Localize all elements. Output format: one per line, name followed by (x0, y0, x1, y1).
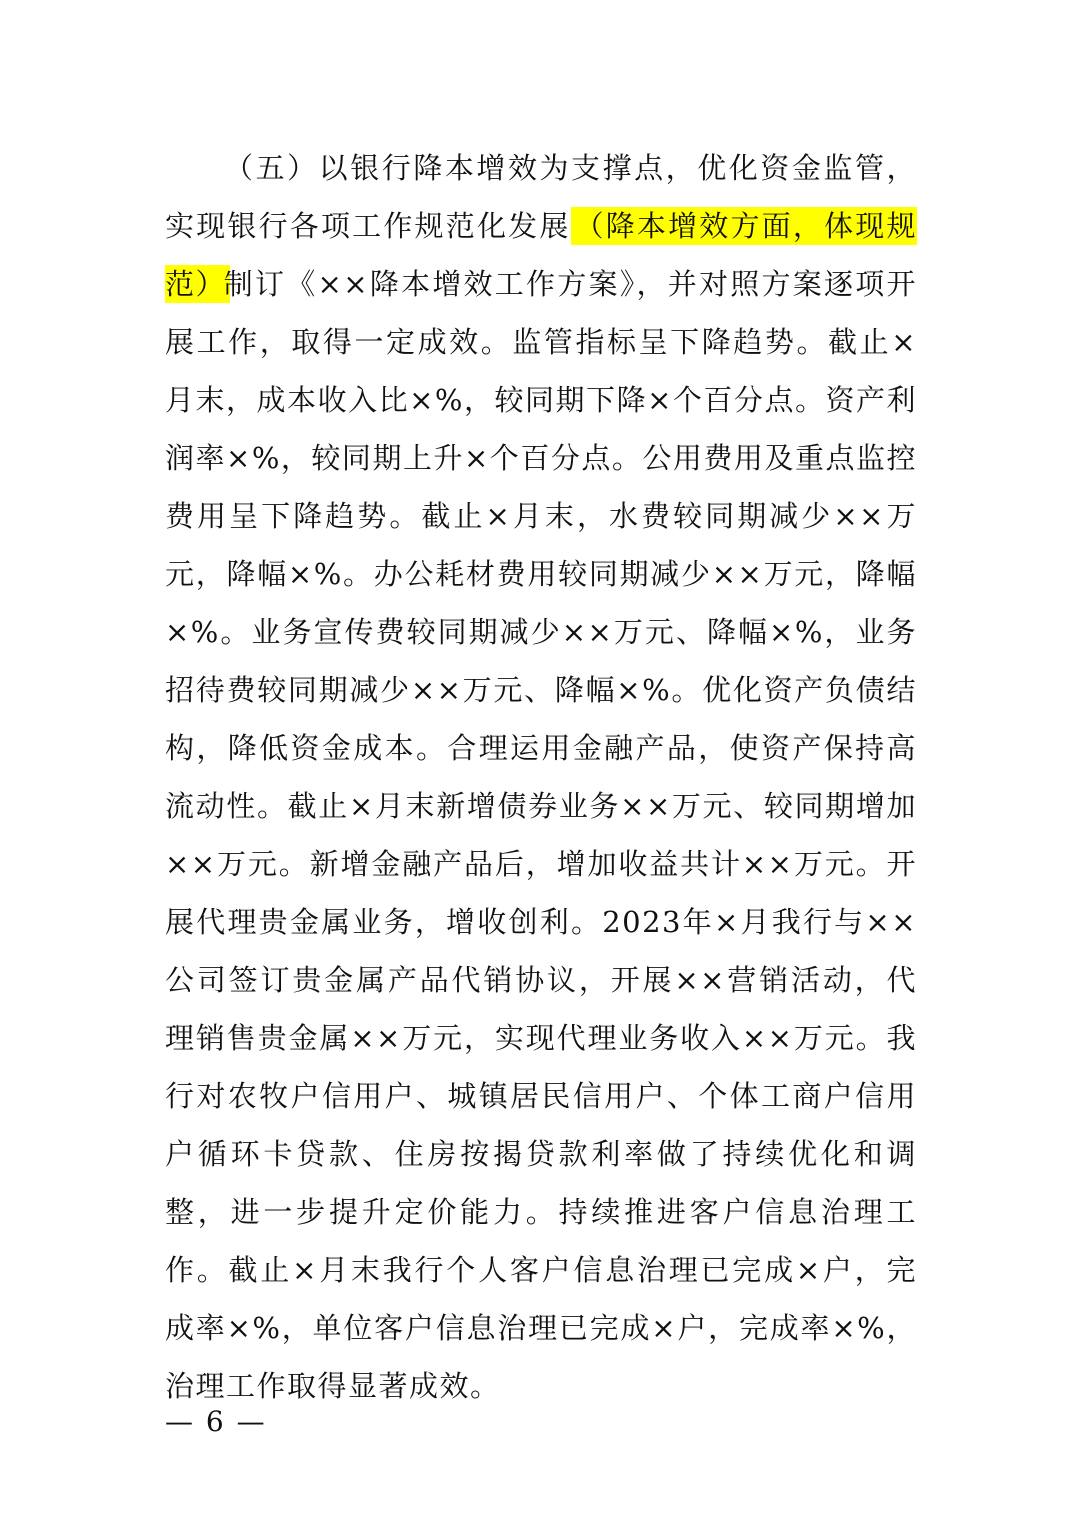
body-paragraph-text: 制订《××降本增效工作方案》，并对照方案逐项开展工作，取得一定成效。监管指标呈下降趋势。截止×月末，成本收入比×%，较同期下降×个百分点。资产利润率×%，较同期上升×个百分点。公用费用及重点监控费用呈下降趋势。截止×月末，水费较同期减少××万元，降幅×%。办公耗材费用较同期减少××万元，降幅×%。业务宣传费较同期减少××万元、降幅×%，业务招待费较同期减少××万元、降幅×%。优化资产负债结构，降低资金成本。合理运用金融产品，使资产保持高流动性。截止×月末新增债券业务××万元、较同期增加××万元。新增金融产品后，增加收益共计××万元。开展代理贵金属业务，增收创利。2023年×月我行与××公司签订贵金属产品代销协议，开展××营销活动，代理销售贵金属××万元，实现代理业务收入××万元。我行对农牧户信用户、城镇居民信用户、个体工商户信用户循环卡贷款、住房按揭贷款利率做了持续优化和调整，进一步提升定价能力。持续推进客户信息治理工作。截止×月末我行个人客户信息治理已完成×户，完成率×%，单位客户信息治理已完成×户，完成率×%，治理工作取得显著成效。 (165, 267, 917, 1403)
section-heading-text: （五）以银行降本增效为支撑点，优化资金监管，实现银行各项工作规范化发展 (165, 151, 917, 243)
page-number: — 6 — (165, 1405, 267, 1438)
body-paragraph (165, 255, 917, 1415)
highlighted-note: （降本增效方面，体现规范） (165, 209, 917, 301)
